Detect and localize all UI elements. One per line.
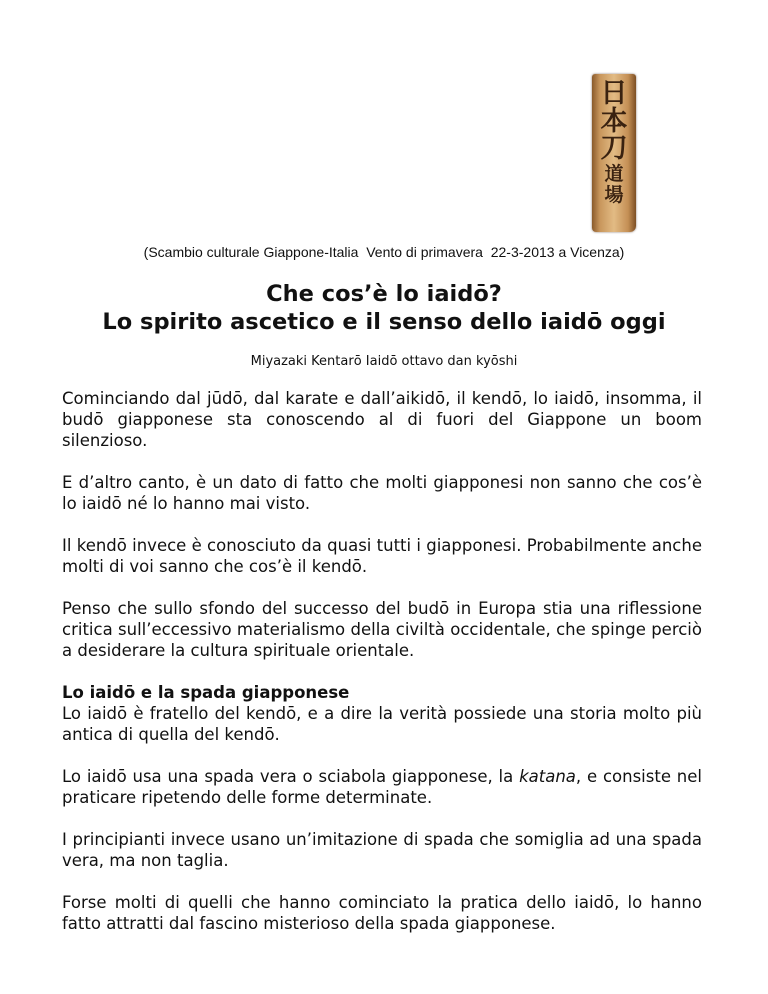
logo-char-1: 日: [600, 78, 628, 109]
article-body: [62, 388, 702, 955]
paragraph-6: [62, 766, 702, 808]
paragraph-2: E d’altro canto, è un dato di fatto che molti giapponesi non sanno che cos’è lo iaidō né lo hanno mai visto.: [62, 473, 702, 513]
logo-char-4: 道: [604, 162, 624, 185]
logo-char-2: 本: [600, 105, 628, 137]
title-line-2: Lo spirito ascetico e il senso dello iaidō oggi: [102, 309, 666, 335]
event-subtitle: (Scambio culturale Giappone-Italia Vento di primavera 22-3-2013 a Vicenza): [143, 244, 625, 260]
section-heading: Lo iaidō e la spada giapponese: [62, 683, 350, 702]
paragraph-7: I principianti invece usano un’imitazione di spada che somiglia ad una spada vera, ma non taglia.: [62, 830, 702, 870]
paragraph-5: Lo iaidō è fratello del kendō, e a dire la verità possiede una storia molto più antica di quella del kendō.: [62, 704, 702, 744]
katana-term: katana: [519, 767, 576, 786]
paragraph-3: Il kendō invece è conosciuto da quasi tutti i giapponesi. Probabilmente anche molti di voi sanno che cos’è il kendō.: [62, 536, 702, 576]
paragraph-8: Forse molti di quelli che hanno cominciato la pratica dello iaidō, lo hanno fatto attratti dal fascino misterioso della spada giapponese.: [62, 893, 702, 933]
paragraph-6-end: , e consiste nel praticare ripetendo delle forme determinate.: [62, 767, 702, 807]
author-line: Miyazaki Kentarō Iaidō ottavo dan kyōshi: [250, 354, 518, 369]
paragraph-6-start: Lo iaidō usa una spada vera o sciabola giapponese, la: [62, 767, 520, 786]
dojo-nameplate-logo: [592, 74, 636, 232]
paragraph-1: Cominciando dal jūdō, dal karate e dall’aikidō, il kendō, lo iaidō, insomma, il budō giapponese sta conoscendo al di fuori del Giappone un boom silenzioso.: [62, 389, 702, 450]
title-line-1: Che cos’è lo iaidō?: [266, 281, 502, 307]
paragraph-4: Penso che sullo sfondo del successo del budō in Europa stia una riflessione critica sull’eccessivo materialismo della civiltà occidentale, che spinge perciò a desiderare la cultura spirituale orientale.: [62, 599, 702, 660]
page-title: [0, 280, 768, 336]
logo-char-5: 場: [604, 183, 624, 206]
logo-char-3: 刀: [600, 133, 628, 165]
